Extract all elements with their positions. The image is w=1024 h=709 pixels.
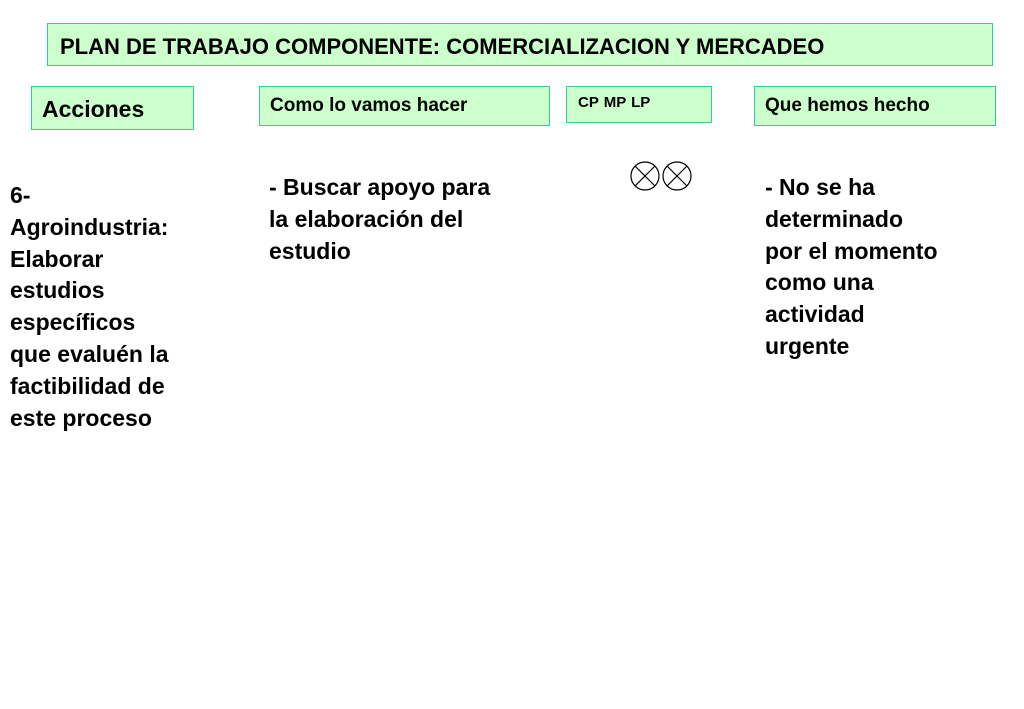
accion-line: este proceso — [10, 404, 152, 431]
como-line: - Buscar apoyo para — [269, 174, 491, 200]
accion-line: que evaluén la — [10, 340, 169, 367]
que-line: - No se ha — [765, 174, 875, 200]
accion-line: 6- — [10, 182, 31, 208]
que-description — [765, 172, 980, 363]
page-title-text: PLAN DE TRABAJO COMPONENTE: COMERCIALIZACION Y MERCADEO — [60, 34, 825, 59]
que-line: determinado — [765, 205, 904, 232]
cross-circle-icon — [663, 162, 691, 190]
accion-description — [10, 180, 210, 434]
que-line: actividad — [765, 301, 865, 328]
column-header-que-label: Que hemos hecho — [765, 95, 930, 116]
accion-line: Agroindustria: — [10, 213, 169, 240]
como-description — [269, 172, 539, 267]
accion-line: estudios — [10, 277, 105, 304]
que-line: como una — [765, 269, 874, 296]
column-header-que — [754, 86, 996, 126]
que-line: por el momento — [765, 237, 938, 264]
page-title — [47, 23, 993, 66]
column-header-como — [259, 86, 550, 126]
column-header-acciones — [31, 86, 194, 130]
plazo-marks — [627, 161, 697, 191]
que-line: urgente — [765, 332, 850, 359]
como-line: la elaboración del — [269, 205, 464, 232]
cross-circle-icon — [631, 162, 659, 190]
column-header-plazo — [566, 86, 712, 123]
accion-line: factibilidad de — [10, 372, 165, 399]
column-header-plazo-label: CP MP LP — [578, 94, 651, 111]
column-header-acciones-label: Acciones — [42, 96, 145, 122]
como-line: estudio — [269, 237, 351, 264]
accion-line: específicos — [10, 309, 136, 336]
column-header-como-label: Como lo vamos hacer — [270, 95, 468, 116]
accion-line: Elaborar — [10, 245, 104, 272]
